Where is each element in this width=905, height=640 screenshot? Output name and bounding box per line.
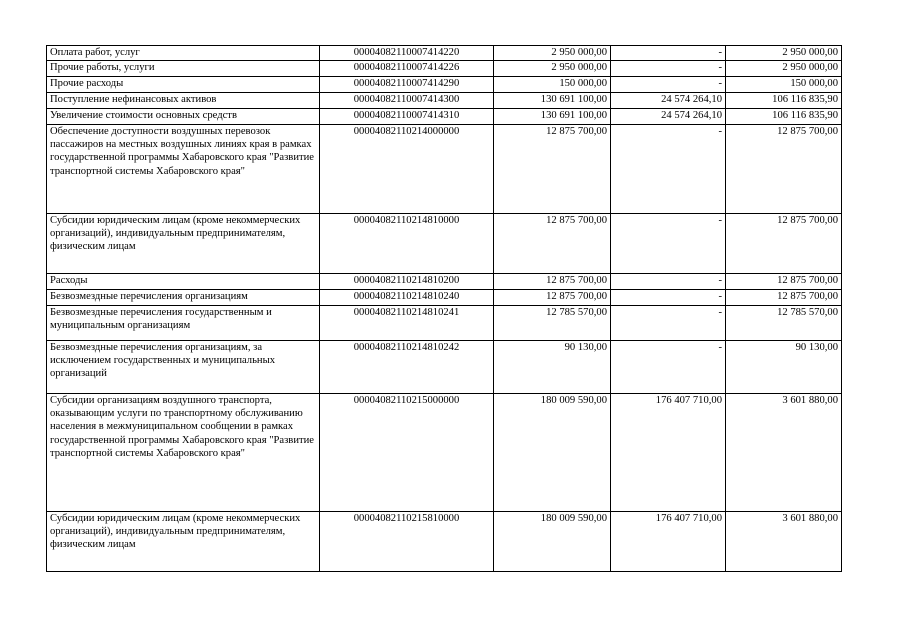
row-code: 00004082110007414290 [320, 77, 494, 93]
row-executed: - [611, 341, 726, 394]
table-row [47, 109, 842, 125]
row-executed: - [611, 290, 726, 306]
row-name: Безвозмездные перечисления организациям, за исключением государственных и муниципальных организаций [47, 341, 320, 394]
row-name: Субсидии юридическим лицам (кроме некоммерческих организаций), индивидуальным предпринимателям, физическим лицам [47, 214, 320, 274]
row-name: Субсидии организациям воздушного транспорта, оказывающим услуги по транспортному обслуживанию населения в межмуниципальном сообщении в рамках государственной программы Хабаровского края "Развитие транспортной системы Хабаровского края" [47, 394, 320, 512]
row-executed: - [611, 306, 726, 341]
table-body [47, 46, 842, 572]
row-code: 00004082110007414310 [320, 109, 494, 125]
table-row [47, 93, 842, 109]
table-row [47, 290, 842, 306]
table-row [47, 341, 842, 394]
row-remaining: 2 950 000,00 [726, 61, 842, 77]
row-code: 00004082110007414300 [320, 93, 494, 109]
row-approved: 130 691 100,00 [494, 93, 611, 109]
row-code: 00004082110214810240 [320, 290, 494, 306]
row-executed: 176 407 710,00 [611, 512, 726, 572]
row-approved: 12 875 700,00 [494, 214, 611, 274]
row-remaining: 106 116 835,90 [726, 109, 842, 125]
row-remaining: 12 875 700,00 [726, 125, 842, 214]
row-approved: 180 009 590,00 [494, 512, 611, 572]
row-name: Безвозмездные перечисления организациям [47, 290, 320, 306]
row-name: Оплата работ, услуг [47, 46, 320, 61]
row-executed: - [611, 61, 726, 77]
table-row [47, 61, 842, 77]
row-executed: - [611, 46, 726, 61]
row-name: Расходы [47, 274, 320, 290]
table-row [47, 306, 842, 341]
row-remaining: 3 601 880,00 [726, 394, 842, 512]
row-remaining: 90 130,00 [726, 341, 842, 394]
row-approved: 150 000,00 [494, 77, 611, 93]
row-remaining: 150 000,00 [726, 77, 842, 93]
row-executed: - [611, 274, 726, 290]
row-code: 00004082110215810000 [320, 512, 494, 572]
row-approved: 180 009 590,00 [494, 394, 611, 512]
row-remaining: 12 875 700,00 [726, 214, 842, 274]
row-name: Поступление нефинансовых активов [47, 93, 320, 109]
row-remaining: 12 875 700,00 [726, 274, 842, 290]
row-name: Субсидии юридическим лицам (кроме некоммерческих организаций), индивидуальным предпринимателям, физическим лицам [47, 512, 320, 572]
row-name: Обеспечение доступности воздушных перевозок пассажиров на местных воздушных линиях края в рамках государственной программы Хабаровского края "Развитие транспортной системы Хабаровского края" [47, 125, 320, 214]
row-executed: 24 574 264,10 [611, 93, 726, 109]
row-executed: 24 574 264,10 [611, 109, 726, 125]
row-approved: 12 875 700,00 [494, 274, 611, 290]
row-remaining: 2 950 000,00 [726, 46, 842, 61]
row-name: Увеличение стоимости основных средств [47, 109, 320, 125]
row-executed: - [611, 125, 726, 214]
row-name: Прочие расходы [47, 77, 320, 93]
row-approved: 12 875 700,00 [494, 290, 611, 306]
row-name: Прочие работы, услуги [47, 61, 320, 77]
row-code: 00004082110007414220 [320, 46, 494, 61]
table-row [47, 512, 842, 572]
table-row [47, 77, 842, 93]
row-approved: 90 130,00 [494, 341, 611, 394]
row-code: 00004082110214000000 [320, 125, 494, 214]
row-name: Безвозмездные перечисления государственным и муниципальным организациям [47, 306, 320, 341]
row-executed: - [611, 214, 726, 274]
row-approved: 2 950 000,00 [494, 61, 611, 77]
row-remaining: 12 785 570,00 [726, 306, 842, 341]
table-row [47, 125, 842, 214]
table-row [47, 46, 842, 61]
row-code: 00004082110215000000 [320, 394, 494, 512]
table-row [47, 394, 842, 512]
row-remaining: 106 116 835,90 [726, 93, 842, 109]
row-code: 00004082110214810242 [320, 341, 494, 394]
row-executed: - [611, 77, 726, 93]
budget-execution-table [46, 45, 842, 572]
row-code: 00004082110214810200 [320, 274, 494, 290]
row-approved: 2 950 000,00 [494, 46, 611, 61]
row-approved: 12 875 700,00 [494, 125, 611, 214]
row-remaining: 3 601 880,00 [726, 512, 842, 572]
table-row [47, 274, 842, 290]
row-code: 00004082110214810241 [320, 306, 494, 341]
row-executed: 176 407 710,00 [611, 394, 726, 512]
row-approved: 130 691 100,00 [494, 109, 611, 125]
table-row [47, 214, 842, 274]
row-approved: 12 785 570,00 [494, 306, 611, 341]
row-code: 00004082110007414226 [320, 61, 494, 77]
row-remaining: 12 875 700,00 [726, 290, 842, 306]
row-code: 00004082110214810000 [320, 214, 494, 274]
